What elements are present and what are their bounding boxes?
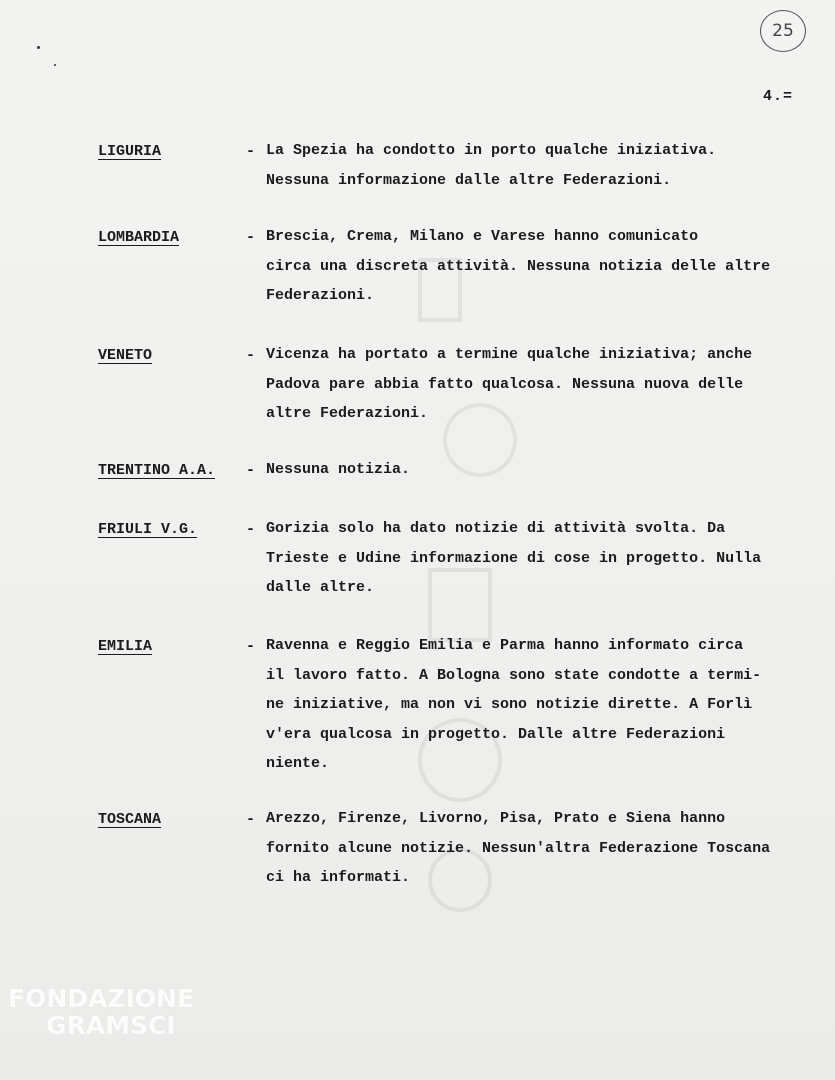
region-report-text: Arezzo, Firenze, Livorno, Pisa, Prato e Siena hanno fornito alcune notizie. Nessun'altra Federazione Toscana ci ha informati. <box>266 810 771 886</box>
entry-dash: - <box>246 462 256 479</box>
watermark-line-2: GRAMSCI <box>46 1011 176 1040</box>
entry-dash: - <box>246 521 256 538</box>
region-report-text: La Spezia ha condotto in porto qualche iniziativa. Nessuna informazione dalle altre Federazioni. <box>266 142 717 189</box>
archive-page-number-circled: 25 <box>760 10 806 52</box>
region-heading: FRIULI V.G. <box>98 521 198 538</box>
watermark-line-1: FONDAZIONE <box>8 984 195 1013</box>
region-report-text: Nessuna notizia. <box>266 461 411 478</box>
entry-dash: - <box>246 143 256 160</box>
region-heading: TOSCANA <box>98 811 162 828</box>
region-report-text: Brescia, Crema, Milano e Varese hanno comunicato circa una discreta attività. Nessuna notizia delle altre Federazioni. <box>266 228 771 304</box>
region-heading: EMILIA <box>98 638 153 655</box>
region-heading: TRENTINO A.A. <box>98 462 216 479</box>
ink-speck <box>54 64 56 66</box>
region-report-text: Vicenza ha portato a termine qualche iniziativa; anche Padova pare abbia fatto qualcosa. Nessuna nuova delle altre Federazioni. <box>266 346 753 422</box>
ink-speck <box>37 46 40 49</box>
region-heading: LIGURIA <box>98 143 162 160</box>
entry-dash: - <box>246 811 256 828</box>
region-report-text: Ravenna e Reggio Emilia e Parma hanno informato circa il lavoro fatto. A Bologna sono state condotte a termi- ne iniziative, ma non vi sono notizie dirette. A Forlì v'era qualcosa in progetto. Dalle altre Federazioni niente. <box>266 637 762 772</box>
entry-dash: - <box>246 229 256 246</box>
region-heading: LOMBARDIA <box>98 229 180 246</box>
region-report-text: Gorizia solo ha dato notizie di attività svolta. Da Trieste e Udine informazione di cose in progetto. Nulla dalle altre. <box>266 520 762 596</box>
page-number: 4.= <box>763 88 794 105</box>
region-heading: VENETO <box>98 347 153 364</box>
entry-dash: - <box>246 347 256 364</box>
entry-dash: - <box>246 638 256 655</box>
fondazione-gramsci-watermark <box>8 986 194 1038</box>
